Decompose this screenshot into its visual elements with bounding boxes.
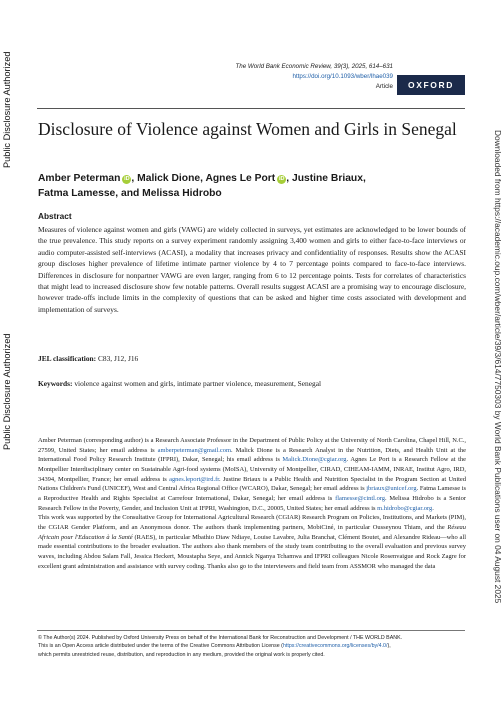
journal-info [235,62,393,92]
author-name: Melissa Hidrobo [142,188,222,199]
paper-title: Disclosure of Violence against Women and Girls in Senegal [38,119,457,139]
journal-citation: The World Bank Economic Review, 39(3), 2025, 614–631 [235,63,393,70]
text-run: . Justine Briaux is a Public Health and Nutrition Specialist in the Program Section at United Nations Children's Fund (UNICEF), West and Central Africa Regional Office (WCARO), Dakar, Senegal; her email address is [38,475,466,493]
download-stamp: Downloaded from https://academic.oup.com/wber/article/39/3/614/7750303 by World Bank Publications user on 04 August 2025 [493,130,503,604]
keywords-value: violence against women and girls, intimate partner violence, measurement, Senegal [74,379,322,388]
author-list: Amber Peterman iD , Malick Dione, Agnes Le Port iD , Justine Briaux, Fatma Lamesse, and Melissa Hidrobo [38,173,366,199]
abstract-heading: Abstract [38,211,72,221]
author-name: Justine Briaux [291,173,363,184]
text-run: © The Author(s) 2024. Published by Oxford University Press on behalf of the International Bank for Reconstruction and Development / THE WORLD BANK. [38,635,403,641]
jel-codes: C83, J12, J16 [97,354,139,363]
keywords [38,379,321,388]
orcid-icon[interactable]: iD [279,176,285,182]
article-type: Article [375,83,393,90]
text-run: This is an Open Access article distributed under the terms of the Creative Commons Attribution License ( [38,643,283,650]
author-footnote [38,436,466,571]
email-link[interactable]: agnes.leport@ird.fr [169,475,219,483]
text-run: . Melissa Hidrobo is a Senior Research Fellow in the Poverty, Gender, and Inclusion Unit at IFPRI, Washington, D.C., 20005, United States; her email address is [38,494,466,512]
email-link[interactable]: m.hidrobo@cgiar.org [377,504,433,512]
text-run: (RAES), in particular Mbathio Diaw Ndiaye, Louise Lavabre, Julia Branchat, Clément Boutet, and Alexandre Rideau—who all made essential contributions to the broader evaluation. The authors also thank members of the study team contributing to the overall evaluation and previous survey waves, including Abdou Salam Fall, Jessica Heckert, Moustapha Seye, and Annick Nganya Tchamwa and IFPRI colleagues Nicole Rosenvaigue and Rock Zagre for excellent grant administration and assistance with survey coding. Thanks also go to the interviewers and field team from ASSMOR who managed the data [38,533,466,570]
email-link[interactable]: flamesse@cintl.org [335,494,386,502]
text-run: . Agnes Le Port is a Research Fellow at the Montpellier Interdisciplinary center on Sustainable Agri-food systems (MoISA), University of Montpellier, CIRAD, CIHEAM-IAMM, INRAE, Institut Agro, IRD, 34394, Montpellier, France; her email address is [38,456,467,483]
text-run: . [432,504,434,512]
text-run: Amber Peterman (corresponding author) is a Research Associate Professor in the Department of Public Policy at the University of North Carolina, Chapel Hill, N.C., 27599, United States; her email address is [38,437,466,454]
email-link[interactable]: Malick.Dione@cgiar.org [282,456,347,464]
footer-rule [37,630,465,631]
jel-classification [38,354,138,363]
header-rule [37,108,465,109]
italic-text: Réseau Africain pour l'Education à la Santé [38,523,466,541]
text-run: This work was supported by the Consultative Group for International Agricultural Research (CGIAR) Research Program on Policies, Institutions, and Markets (PIM), the CGIAR Gender Platform, and an Anonymous donor. The authors thank implementing partners, MobiCiné, in particular Ousseynou Thiam, and the [38,514,466,531]
text-run: . Malick Dione is a Research Analyst in the Nutrition, Diets, and Health Unit at the International Food Policy Research Institute (IFPRI), Dakar, Senegal; his email address is [38,446,466,464]
disclosure-stamp-bottom: Public Disclosure Authorized [2,333,12,450]
text-run: . Fatma Lamesse is a Reproductive Health and Rights Specialist at Carrefour International, Dakar, Senegal; her email address is [38,485,467,502]
copyright-notice [38,634,468,659]
email-link[interactable]: amberpeterman@gmail.com [157,446,231,454]
oxford-logo: OXFORD [397,75,465,95]
orcid-icon[interactable]: iD [124,176,130,182]
author-name: Amber Peterman [38,173,121,184]
jel-label: JEL classification: [38,354,97,363]
disclosure-stamp-top: Public Disclosure Authorized [2,51,12,168]
author-name: Malick Dione [137,173,201,184]
abstract-text: Measures of violence against women and girls (VAWG) are widely collected in surveys, yet estimates are acknowledged to be lower bounds of the true prevalence. This study reports on a survey experiment randomly assigning 3,400 women and girls to either face-to-face interviews or audio computer-assisted self-interviews (ACASI), a modality that increases privacy and confidentiality of responses. Results show the ACASI group discloses higher prevalence of lifetime intimate partner violence by 4 to 7 percentage points compared to face-to-face interviews. Differences in disclosure for nonpartner VAWG are even larger, ranging from 6 to 12 percentage points. Tests for correlates of characteristics that might lead to increased disclosure show few notable patterns. Overall results suggest ACASI are a promising way to encourage disclosure, however trade-offs include limits in the complexity of questions that can be asked and higher time costs associated with development and implementation of surveys. [38,225,466,314]
email-link[interactable]: jbriaux@unicef.org [366,485,417,493]
doi-link[interactable]: https://doi.org/10.1093/wber/lhae039 [292,73,393,80]
keywords-label: Keywords: [38,379,73,388]
email-link[interactable]: https://creativecommons.org/licenses/by/4.0/ [282,643,388,650]
author-name: Agnes Le Port [205,173,276,184]
text-run: ), [387,643,391,650]
text-run: which permits unrestricted reuse, distribution, and reproduction in any medium, provided the original work is properly cited. [38,651,325,658]
author-name: Fatma Lamesse [38,188,116,199]
